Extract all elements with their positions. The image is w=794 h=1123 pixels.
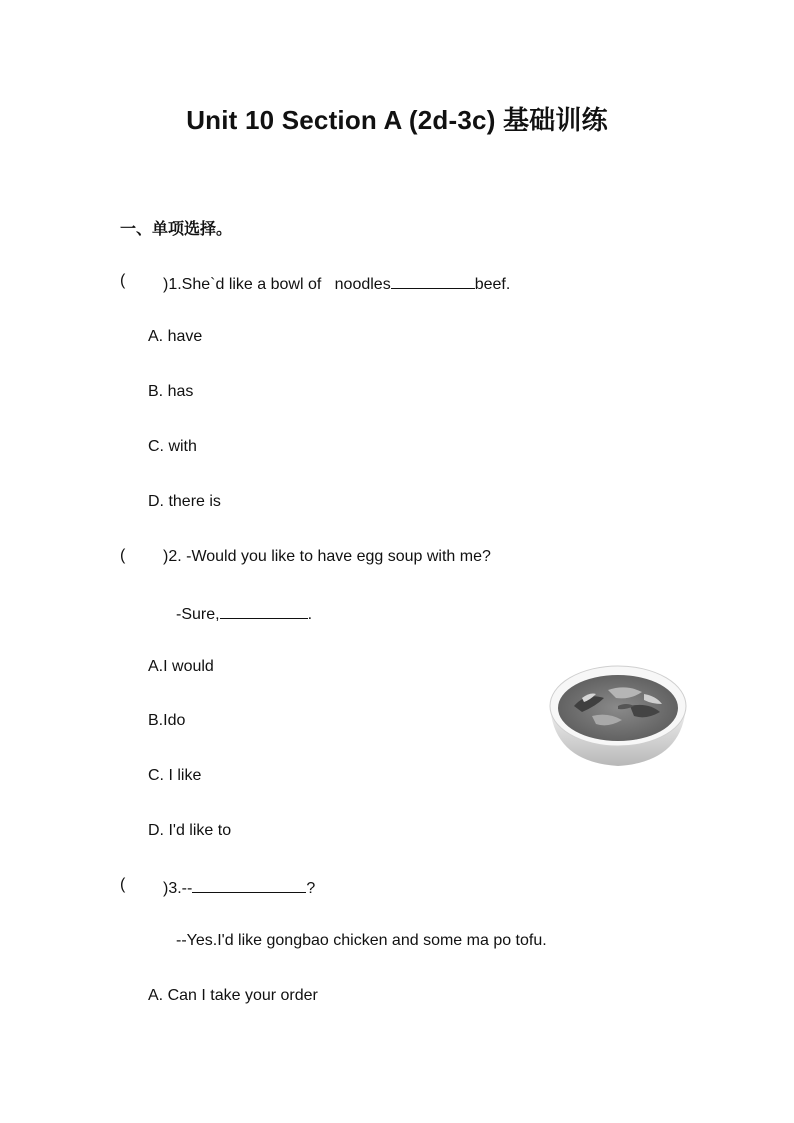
stem-text: ? [306, 880, 316, 897]
question-stem [163, 272, 510, 295]
option-a: A. have [148, 328, 203, 345]
option-d: D. there is [148, 493, 221, 510]
stem-text: beef. [474, 276, 511, 293]
page-title: Unit 10 Section A (2d-3c) 基础训练 [186, 105, 608, 135]
answer-blank [391, 272, 475, 289]
stem-text: )3.-- [163, 880, 193, 897]
option-a: A.I would [148, 658, 214, 675]
answer-paren: ( [120, 547, 126, 564]
option-b: B.Ido [148, 712, 186, 729]
soup-bowl-image [546, 662, 690, 770]
question-reply [176, 602, 312, 625]
question-reply: --Yes.I'd like gongbao chicken and some ma po tofu. [176, 932, 547, 949]
answer-paren: ( [120, 272, 126, 289]
option-b: B. has [148, 383, 194, 400]
reply-text: . [307, 606, 313, 623]
answer-blank [192, 876, 306, 893]
option-a: A. Can I take your order [148, 987, 318, 1004]
question-stem [163, 876, 315, 899]
answer-blank [220, 602, 308, 619]
answer-paren: ( [120, 876, 126, 893]
option-c: C. I like [148, 767, 202, 784]
reply-text: -Sure, [176, 606, 220, 623]
section-heading: 一、单项选择。 [120, 219, 233, 238]
option-c: C. with [148, 438, 197, 455]
stem-text: )1.She`d like a bowl of noodles [163, 276, 391, 293]
question-stem: )2. -Would you like to have egg soup with me? [163, 548, 491, 565]
option-d: D. I'd like to [148, 822, 232, 839]
